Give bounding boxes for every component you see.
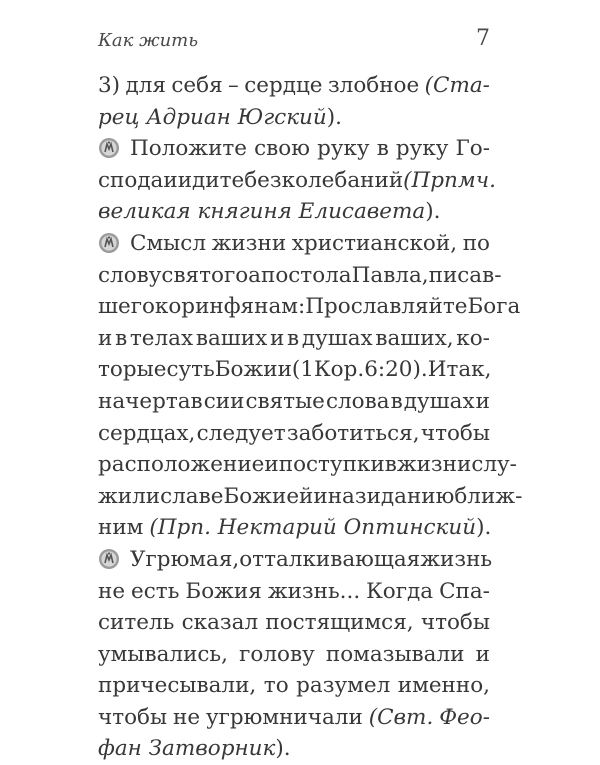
word: в [287,325,300,351]
word: 3) [98,73,121,98]
text-line [98,512,490,544]
word: Го- [455,136,490,162]
word: следует [196,420,286,446]
word: расположение [98,452,265,478]
word: писав- [428,262,502,288]
word: христианской, [291,230,458,256]
word: не [173,704,201,730]
word: причесывали, [98,673,257,699]
word: злобное [327,73,420,98]
text-line [98,481,523,513]
word: умывались, [98,641,228,667]
text-line [98,291,521,323]
word: угрюмничали [205,704,363,730]
word: спода [98,167,164,193]
word: Угрюмая, [130,546,240,572]
word: жизнь [420,546,493,572]
text-line [98,133,490,165]
word: слову [98,262,162,288]
bullet-emblem-icon [98,548,120,570]
word: жизнь... [267,578,361,604]
paragraph [98,228,523,544]
word: сии [203,388,245,414]
word: разумел [296,673,391,699]
word: ваших [195,325,268,351]
word: ). [476,515,492,541]
text-line [98,670,490,702]
text-line [98,102,490,134]
word: Бога [467,294,521,320]
word: и [264,452,279,478]
word: по [462,230,490,256]
word: Смысл [130,230,206,256]
word: в [384,452,397,478]
word: фан Затворник [98,736,276,762]
word: и [98,325,113,351]
word: не [98,578,126,604]
word: ним [98,515,144,541]
word: в [376,136,389,162]
word: душах [301,325,373,351]
word: то [263,673,289,699]
word: ближ- [454,483,523,509]
word-with-marker [98,133,247,165]
word: святые [245,388,325,414]
text-line [98,165,496,197]
word: Божии [214,357,292,383]
word: для [125,73,166,98]
word: (Прп. Нектарий Оптинский [149,515,477,541]
word: коринфянам: [154,294,306,320]
word: шего [98,294,155,320]
word: свою [254,136,310,162]
word: идите [177,167,245,193]
word-with-marker [98,544,239,576]
word: и [163,167,178,193]
text-line [98,228,490,260]
word: именно, [397,673,490,699]
word: в [115,325,128,351]
word: заботиться, [286,420,420,446]
word: без [244,167,282,193]
word: сердцах, [98,420,196,446]
word: Божия [185,578,262,604]
word: и [269,325,285,351]
word: себя [171,73,223,98]
paragraph [98,133,496,228]
word: великая княгиня Елисавета [98,199,426,225]
word: и [475,641,490,667]
body-text [98,70,523,765]
word: суть [166,357,215,383]
paragraph [98,70,490,133]
word: (Ста- [424,73,490,98]
word: Спа- [439,578,490,604]
text-line [98,544,493,576]
text-line [98,260,502,292]
text-line [98,386,490,418]
word: ). [425,199,441,225]
word: жизни [211,230,287,256]
word: (1 [291,357,314,383]
paragraph [98,544,493,765]
word: ). [275,736,291,762]
word: Когда [366,578,434,604]
text-line [98,576,490,608]
word: Прославляйте [305,294,468,320]
word: святого [161,262,249,288]
text-line [98,449,517,481]
word: душах [403,388,475,414]
word: ). [326,104,342,130]
text-line [98,196,490,228]
word: телах [129,325,194,351]
word: начертав [98,388,203,414]
word: и [475,388,490,414]
word: колебаний [281,167,404,193]
word: чтобы [98,704,168,730]
word: (Свт. [368,704,434,730]
word: Итак, [427,357,492,383]
word: постящимся, [265,610,414,636]
word: слу- [471,452,517,478]
word: ваших, [375,325,454,351]
word: в [390,388,403,414]
word-with-marker [98,228,206,260]
word: помазывали [325,641,465,667]
word: рец Адриан Югский [98,104,327,130]
word: ко- [456,325,490,351]
word: Павла, [351,262,429,288]
text-line [98,323,490,355]
word: отталкивающая [239,546,421,572]
text-line [98,607,490,639]
running-title: Как жить [98,30,199,51]
word: Положите [130,136,248,162]
word: есть [131,578,180,604]
word: сказал [181,610,259,636]
word: (Прпмч. [403,167,496,193]
word: ситель [98,610,175,636]
text-line [98,418,490,450]
word: жизни [396,452,472,478]
word: голову [239,641,315,667]
word: слова [325,388,390,414]
word: жили [98,483,161,509]
word: назиданию [327,483,455,509]
word: 6:20). [364,357,428,383]
bullet-emblem-icon [98,137,120,159]
text-line [98,733,490,765]
word: чтобы [420,610,490,636]
word: Фео- [439,704,490,730]
text-line [98,354,490,386]
text-line [98,70,490,102]
word: руку [317,136,370,162]
word: поступки [278,452,385,478]
word: Божией [223,483,314,509]
page-header [98,26,490,56]
page-number: 7 [476,26,490,51]
word: сердце [244,73,323,98]
word: чтобы [420,420,490,446]
word: торые [98,357,167,383]
word: – [228,73,239,98]
word: и [313,483,328,509]
word: апостола [248,262,352,288]
word: руку [395,136,449,162]
word: Кор. [314,357,365,383]
word: славе [160,483,224,509]
text-line [98,639,490,671]
text-line [98,702,490,734]
bullet-emblem-icon [98,232,120,254]
